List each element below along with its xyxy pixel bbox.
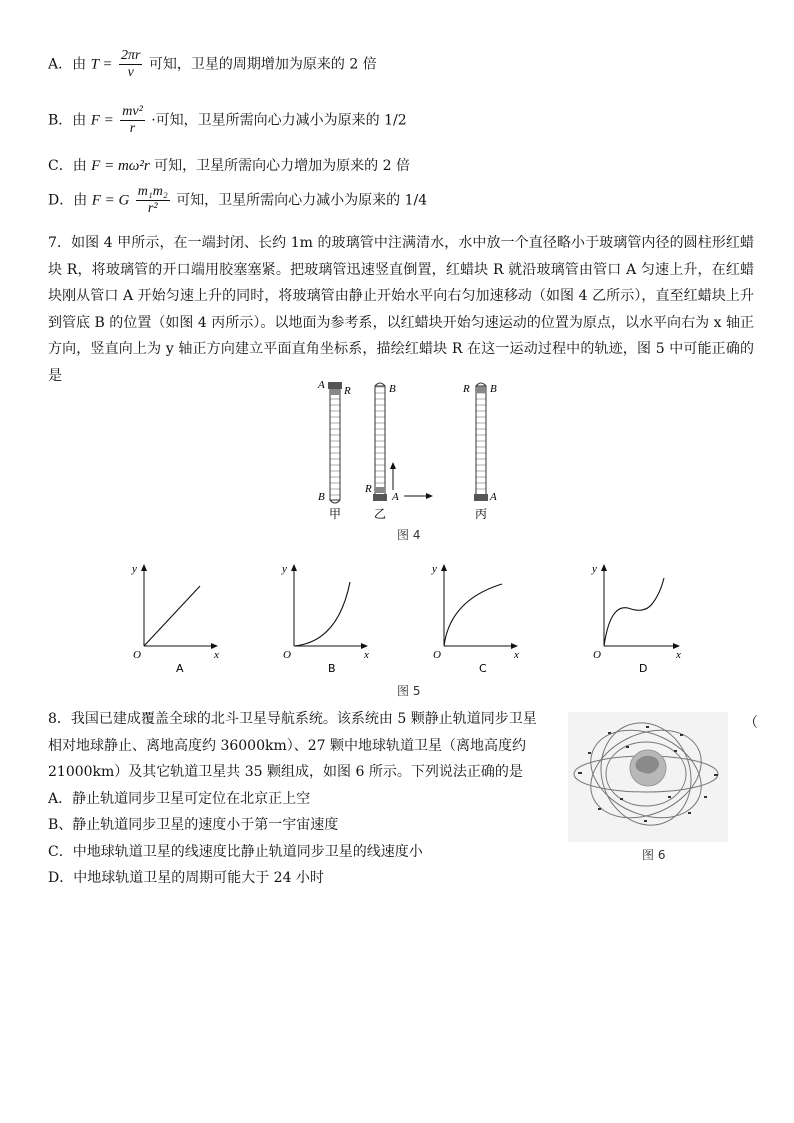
option-8c: C．中地球轨道卫星的线速度比静止轨道同步卫星的线速度小 xyxy=(48,843,423,860)
option-prefix: A．由 xyxy=(48,56,87,73)
fraction xyxy=(136,184,170,217)
origin-b: O xyxy=(283,649,291,661)
fraction-denominator: r² xyxy=(147,201,158,216)
figure-5 xyxy=(118,558,698,678)
label-b-bing: B xyxy=(490,383,497,395)
question-8-line-3: 21000km）及其它轨道卫星共 35 颗组成，如图 6 所示。下列说法正确的是 xyxy=(48,764,523,780)
option-text: 可知，卫星的周期增加为原来的 2 倍 xyxy=(148,56,377,73)
tube-jia xyxy=(328,382,342,503)
question-8-line-1: 8．我国已建成覆盖全球的北斗卫星导航系统。该系统由 5 颗静止轨道同步卫星 xyxy=(48,711,537,727)
label-r-yi: R xyxy=(365,483,372,495)
option-8b: B、静止轨道同步卫星的速度小于第一宇宙速度 xyxy=(48,817,339,833)
axis-y-d: y xyxy=(592,563,597,575)
option-6d xyxy=(48,184,427,217)
tube-yi xyxy=(373,383,433,501)
option-text: 可知，卫星所需向心力增加为原来的 2 倍 xyxy=(154,158,410,174)
axis-x-d: x xyxy=(676,649,681,661)
fraction-numerator: mv² xyxy=(122,104,143,119)
label-a-jia: A xyxy=(318,379,325,391)
fraction-denominator: r xyxy=(129,121,136,136)
origin-a: O xyxy=(133,649,141,661)
answer-paren: （ xyxy=(744,715,758,731)
panel-label-a: A xyxy=(176,662,184,675)
axis-y-c: y xyxy=(432,563,437,575)
option-prefix: B．由 xyxy=(48,112,87,129)
option-prefix: C．由 xyxy=(48,158,87,174)
option-8a: A．静止轨道同步卫星可定位在北京正上空 xyxy=(48,790,311,807)
label-b-jia: B xyxy=(318,491,325,503)
option-6b xyxy=(48,104,407,137)
label-bing: 丙 xyxy=(475,507,488,521)
fraction-numerator: m₁m₂ xyxy=(137,184,168,199)
axis-x-b: x xyxy=(364,649,369,661)
tube-bing xyxy=(474,383,488,501)
axis-x-a: x xyxy=(214,649,219,661)
option-6c xyxy=(48,155,410,175)
figure-4 xyxy=(300,372,520,522)
figure-6-caption: 图 6 xyxy=(642,848,666,862)
option-8d: D．中地球轨道卫星的周期可能大于 24 小时 xyxy=(48,870,324,886)
figure-6 xyxy=(568,712,728,842)
label-r-bing: R xyxy=(463,383,470,395)
axis-y-a: y xyxy=(132,563,137,575)
fraction xyxy=(119,48,142,81)
option-6a xyxy=(48,48,377,81)
label-r-jia: R xyxy=(344,385,351,397)
formula-lhs: F = G xyxy=(91,192,130,209)
graph-a xyxy=(131,563,219,675)
label-a-bing: A xyxy=(490,491,497,503)
graph-c xyxy=(431,563,519,675)
origin-c: O xyxy=(433,649,441,661)
label-jia: 甲 xyxy=(329,507,342,521)
formula-lhs: T = xyxy=(90,56,113,73)
origin-d: O xyxy=(593,649,601,661)
panel-label-d: D xyxy=(639,662,648,675)
figure-4-caption: 图 4 xyxy=(397,528,421,542)
panel-label-c: C xyxy=(479,662,487,675)
question-8-line-2: 相对地球静止、离地高度约 36000km）、27 颗中地球轨道卫星（离地高度约 xyxy=(48,737,527,754)
option-prefix: D．由 xyxy=(48,192,88,209)
label-a-yi: A xyxy=(392,491,399,503)
graph-b xyxy=(281,563,369,675)
graph-d xyxy=(591,563,681,675)
option-text: 可知，卫星所需向心力减小为原来的 1/4 xyxy=(176,192,428,209)
fraction-denominator: v xyxy=(127,65,134,80)
formula-lhs: F = xyxy=(90,112,114,129)
fraction xyxy=(120,104,145,137)
axis-x-c: x xyxy=(514,649,519,661)
formula: F = mω²r xyxy=(91,158,150,174)
axis-y-b: y xyxy=(282,563,287,575)
option-text: ·可知，卫星所需向心力减小为原来的 1/2 xyxy=(151,112,407,129)
question-7-text: 7．如图 4 甲所示，在一端封闭、长约 1m 的玻璃管中注满清水，水中放一个直径略小于玻璃管内径的圆柱形红蜡块 R，将玻璃管的开口端用胶塞塞紧。把玻璃管迅速竖直倒置，红蜡块 R 就沿玻璃管由管口 A 匀速上升，在红蜡块刚从管口 A 开始匀速上升的同时，将玻璃管由静止开始水平向右匀加速移动（如图 4 乙所示），直至红蜡块上升到管底 B 的位置（如图 4 丙所示）。以地面为参考系，以红蜡块开始匀速运动的位置为原点，以水平向右为 x 轴正方向，竖直向上为 y 轴正方向建立平面直角坐标系，描绘红蜡块 R 在这一运动过程中的轨迹，图 5 中可能正确的是 xyxy=(48,235,754,384)
panel-label-b: B xyxy=(328,662,336,675)
figure-5-caption: 图 5 xyxy=(397,684,421,698)
question-8-text xyxy=(48,706,568,892)
fraction-numerator: 2πr xyxy=(120,48,141,63)
label-yi: 乙 xyxy=(374,507,387,521)
label-b-yi: B xyxy=(389,383,396,395)
